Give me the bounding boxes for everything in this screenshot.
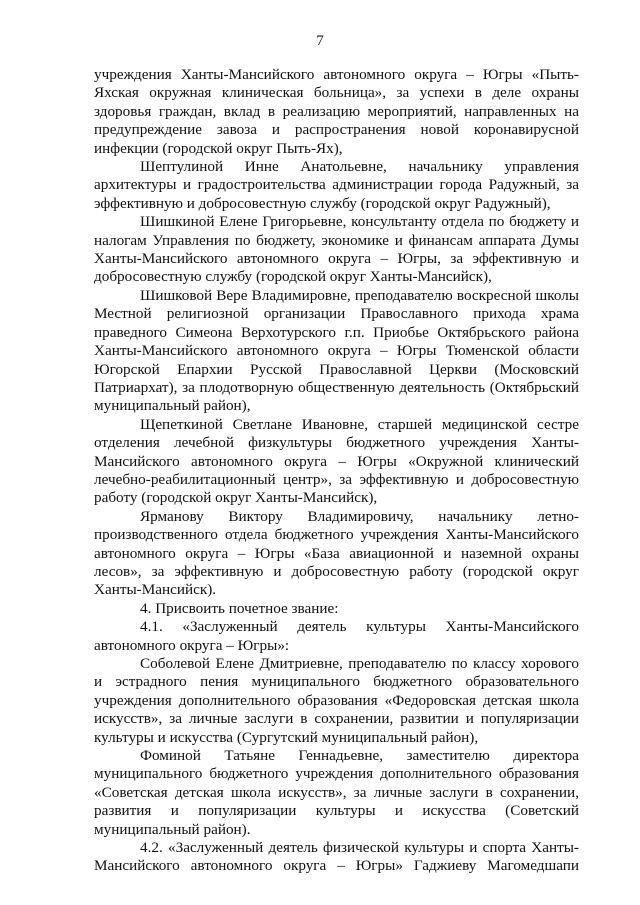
document-body: [94, 66, 579, 876]
paragraph-sheptulina: Шептулиной Инне Анатольевне, начальнику управления архитектуры и градостроительства администрации города Радужный, за эффективную и добросовестную службу (городской округ Радужный),: [94, 158, 579, 212]
paragraph-shchepetkina: Щепеткиной Светлане Ивановне, старшей медицинской сестре отделения лечебной физкультуры бюджетного учреждения Ханты-Мансийского автономного округа – Югры «Окружной клинический лечебно-реабилитационный центр», за эффективную и добросовестную работу (городской округ Ханты-Мансийск),: [94, 415, 579, 507]
paragraph-pyt-yakh-hospital: учреждения Ханты-Мансийского автономного округа – Югры «Пыть-Яхская окружная клиническая больница», за успехи в деле охраны здоровья граждан, вклад в реализацию мероприятий, направленных на предупреждение завоза и распространения новой коронавирусной инфекции (городской округ Пыть-Ях),: [94, 66, 579, 157]
paragraph-yarmanov: Ярманову Виктору Владимировичу, начальнику летно-производственного отдела бюджетного учреждения Ханты-Мансийского автономного округа – Югры «База авиационной и наземной охраны лесов», за эффективную и добросовестную работу (городской округ Ханты-Мансийск).: [94, 507, 579, 599]
subsection-heading-4-2: 4.2. «Заслуженный деятель физической культуры и спорта Ханты-Мансийского автономного округа – Югры» Гаджиеву Магомедшапи: [94, 839, 579, 875]
section-heading-4: 4. Присвоить почетное звание:: [140, 599, 339, 617]
paragraph-fomina: Фоминой Татьяне Геннадьевне, заместителю директора муниципального бюджетного учреждения дополнительного образования «Советская детская школа искусств», за личные заслуги в сохранении, развития и популяризации культуры и искусства (Советский муниципальный район).: [94, 747, 579, 838]
page-number: 7: [316, 33, 324, 49]
paragraph-shishkova: Шишковой Вере Владимировне, преподавателю воскресной школы Местной религиозной организации Православного прихода храма праведного Симеона Верхотурского г.п. Приобье Октябрьского района Ханты-Мансийского автономного округа – Югры Тюменской области Югорской Епархии Русской Православной Церкви (Московский Патриархат), за плодотворную общественную деятельность (Октябрьский муниципальный район),: [94, 286, 579, 415]
paragraph-shishkina: Шишкиной Елене Григорьевне, консультанту отдела по бюджету и налогам Управления по бюджету, экономике и финансам аппарата Думы Ханты-Мансийского автономного округа – Югры, за эффективную и добросовестную службу (городской округ Ханты-Мансийск),: [94, 213, 579, 286]
paragraph-soboleva: Соболевой Елене Дмитриевне, преподавателю по классу хорового и эстрадного пения муниципального бюджетного образовательного учреждения дополнительного образования «Федоровская детская школа искусств», за личные заслуги в сохранении, развитии и популяризации культуры и искусства (Сургутский муниципальный район),: [94, 655, 579, 746]
subsection-heading-4-1: 4.1. «Заслуженный деятель культуры Ханты-Мансийского автономного округа – Югры»:: [94, 618, 579, 654]
